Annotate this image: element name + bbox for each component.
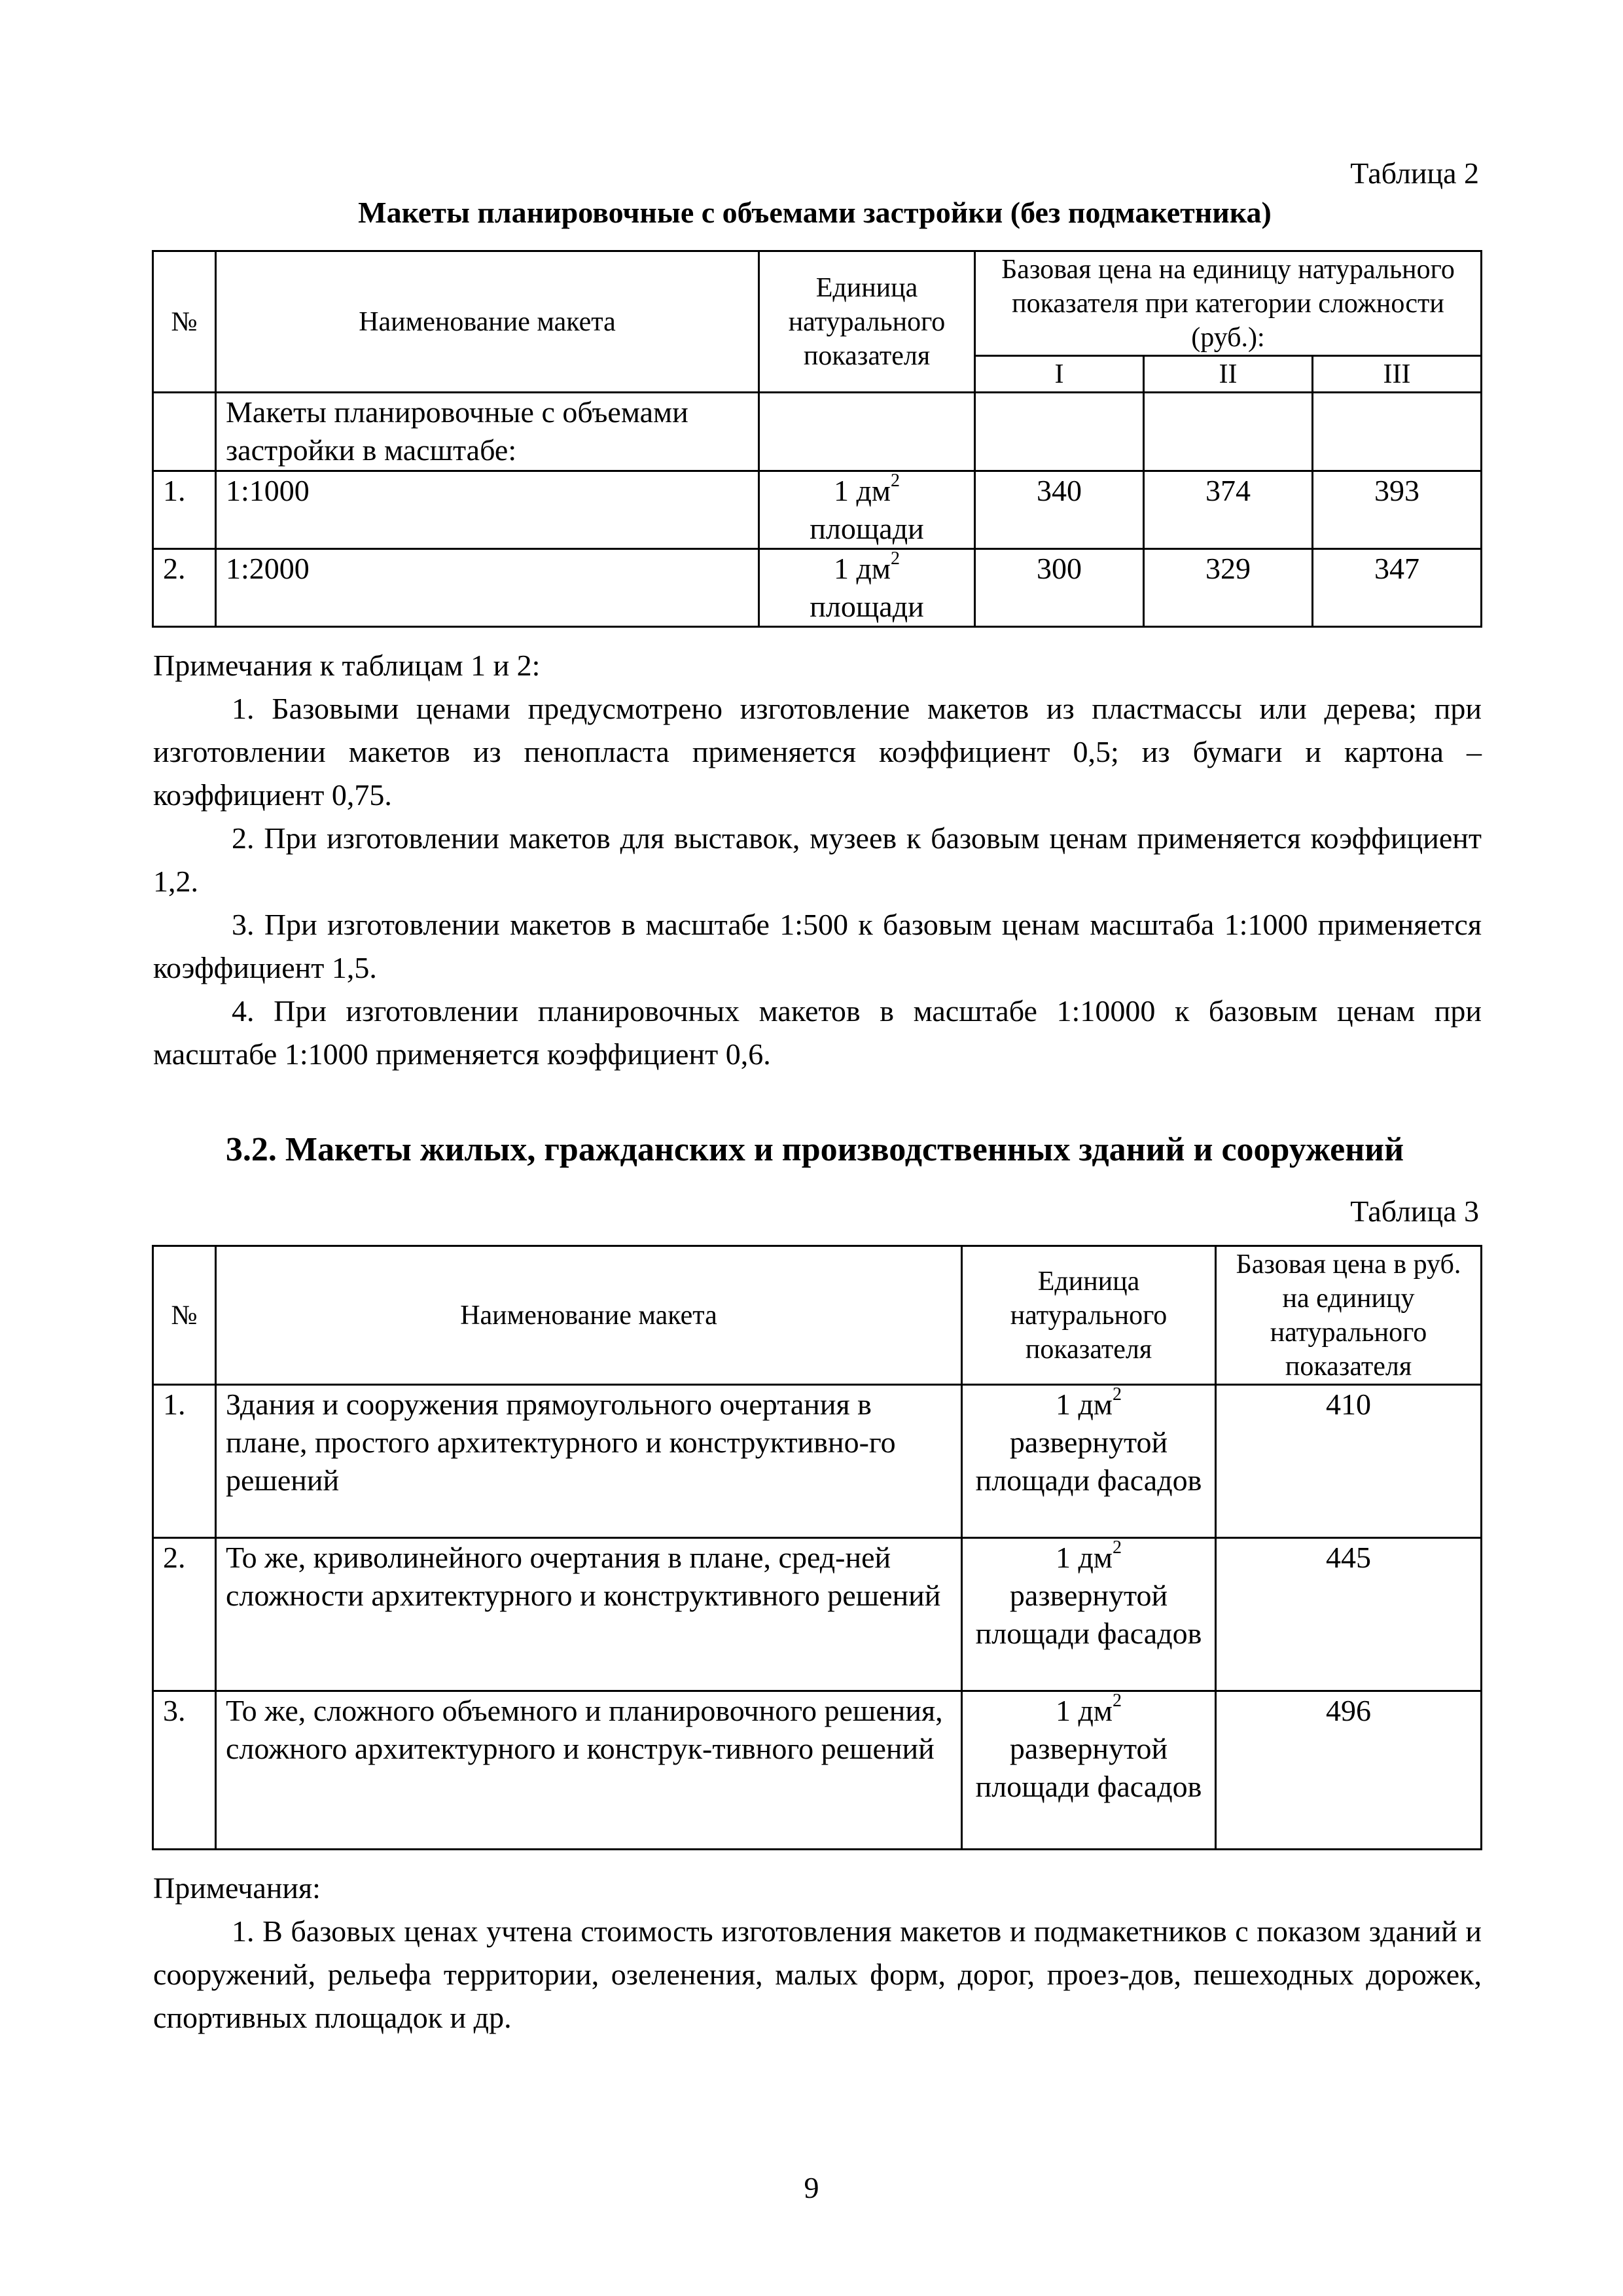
- row-name: То же, криволинейного очертания в плане, сред-ней сложности архитектурного и конструктивного решений: [216, 1538, 962, 1691]
- notes12-block: [153, 644, 1482, 1076]
- table2-header-cat1: I: [975, 356, 1144, 393]
- table-row: [153, 1385, 1482, 1538]
- row-name: 1:2000: [216, 549, 759, 627]
- table3-header-unit: Единица натурального показателя: [962, 1246, 1216, 1385]
- row-num: 3.: [153, 1691, 216, 1850]
- row-unit: 1 $дм^2$ развернутой площади фасадов: [962, 1691, 1216, 1850]
- table3-header-price: Базовая цена в руб. на единицу натурального показателя: [1216, 1246, 1482, 1385]
- row-price-1: 340: [975, 471, 1144, 549]
- row-unit: 1 $дм^2$ площади: [759, 549, 975, 627]
- row-price: 496: [1216, 1691, 1482, 1850]
- row-price: 445: [1216, 1538, 1482, 1691]
- notes3-block: [153, 1867, 1482, 2039]
- row-num: 2.: [153, 549, 216, 627]
- table-row: [153, 1538, 1482, 1691]
- row-price-2: 329: [1144, 549, 1313, 627]
- table-row: [153, 1691, 1482, 1850]
- table-row: [153, 549, 1482, 627]
- row-name: Здания и сооружения прямоугольного очертания в плане, простого архитектурного и конструктивно-го решений: [216, 1385, 962, 1538]
- notes12-item: 3. При изготовлении макетов в масштабе 1:500 к базовым ценам масштаба 1:1000 применяется коэффициент 1,5.: [153, 908, 1482, 984]
- row-num: 1.: [153, 471, 216, 549]
- table2-header-name: Наименование макета: [216, 251, 759, 393]
- notes12-item: 2. При изготовлении макетов для выставок, музеев к базовым ценам применяется коэффициент 1,2.: [153, 821, 1482, 898]
- table-row: [153, 471, 1482, 549]
- row-num: 1.: [153, 1385, 216, 1538]
- row-price-1: 300: [975, 549, 1144, 627]
- row-num: 2.: [153, 1538, 216, 1691]
- row-price-2: 374: [1144, 471, 1313, 549]
- notes3-heading: Примечания:: [153, 1871, 321, 1905]
- page-number: 9: [804, 2171, 819, 2204]
- table2-title: Макеты планировочные с объемами застройки (без подмакетника): [358, 196, 1272, 229]
- row-unit: 1 $дм^2$ развернутой площади фасадов: [962, 1385, 1216, 1538]
- table3-header-name: Наименование макета: [216, 1246, 962, 1385]
- notes3-item: 1. В базовых ценах учтена стоимость изготовления макетов и подмакетников с показом зданий и сооружений, рельефа территории, озеленения, малых форм, дорог, проез-дов, пешеходных дорожек, спортивных площадок и др.: [153, 1914, 1482, 2034]
- notes12-item: 1. Базовыми ценами предусмотрено изготовление макетов из пластмассы или дерева; при изготовлении макетов из пенопласта применяется коэффициент 0,5; из бумаги и картона – коэффициент 0,75.: [153, 692, 1482, 812]
- table2-group-row: Макеты планировочные с объемами застройки в масштабе:: [216, 393, 759, 471]
- notes12-heading: Примечания к таблицам 1 и 2:: [153, 649, 541, 682]
- table3-header-num: №: [153, 1246, 216, 1385]
- table2-header-price: Базовая цена на единицу натурального показателя при категории сложности (руб.):: [975, 251, 1482, 356]
- table-row: [153, 393, 1482, 471]
- table2-header-cat3: III: [1313, 356, 1482, 393]
- table2-header-cat2: II: [1144, 356, 1313, 393]
- table2-label: Таблица 2: [1350, 156, 1479, 190]
- table3-label: Таблица 3: [1350, 1194, 1479, 1228]
- row-price-3: 347: [1313, 549, 1482, 627]
- notes12-item: 4. При изготовлении планировочных макетов в масштабе 1:10000 к базовым ценам при масштабе 1:1000 применяется коэффициент 0,6.: [153, 994, 1482, 1071]
- section-title: 3.2. Макеты жилых, гражданских и производственных зданий и сооружений: [225, 1131, 1404, 1168]
- table2-header-num: №: [153, 251, 216, 393]
- table2: [152, 250, 1482, 628]
- row-unit: 1 $дм^2$ площади: [759, 471, 975, 549]
- row-price: 410: [1216, 1385, 1482, 1538]
- table2-header-unit: Единица натурального показателя: [759, 251, 975, 393]
- row-unit: 1 $дм^2$ развернутой площади фасадов: [962, 1538, 1216, 1691]
- row-name: 1:1000: [216, 471, 759, 549]
- row-name: То же, сложного объемного и планировочного решения, сложного архитектурного и конструк-тивного решений: [216, 1691, 962, 1850]
- table3: [152, 1245, 1482, 1850]
- row-price-3: 393: [1313, 471, 1482, 549]
